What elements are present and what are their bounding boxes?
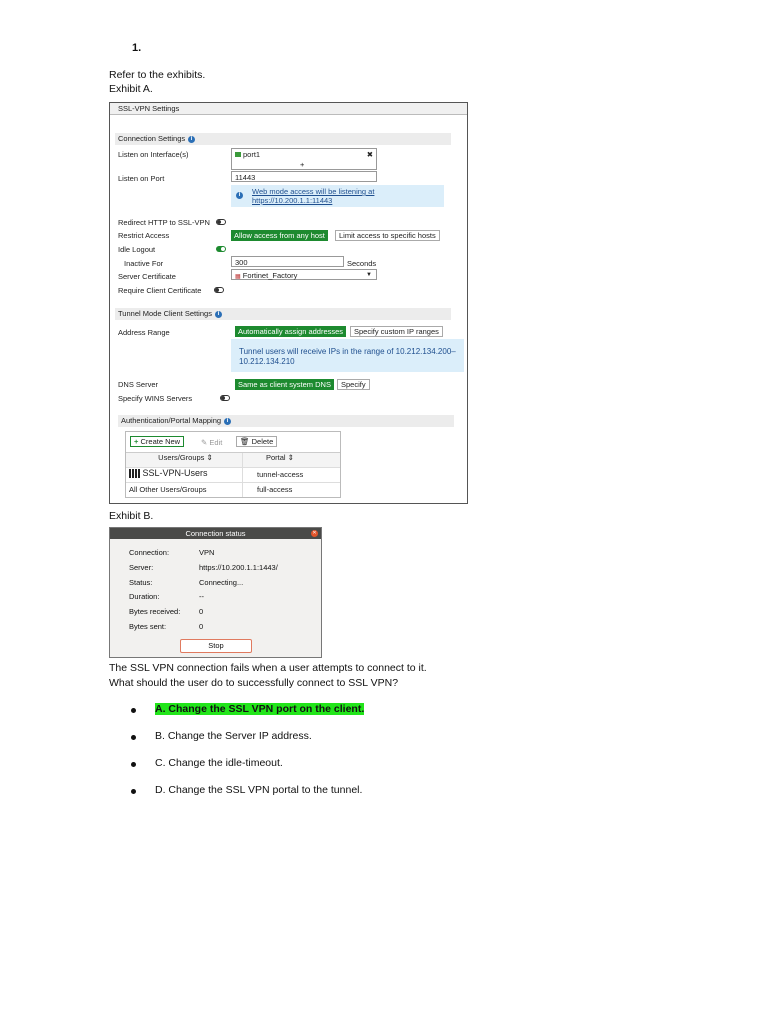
plus-icon: +	[134, 437, 139, 446]
duration-value: --	[199, 592, 204, 601]
inactive-input[interactable]: 300	[231, 256, 344, 267]
bullet-icon	[131, 708, 136, 713]
trash-icon: 🗑	[240, 437, 250, 446]
info-icon: i	[224, 418, 231, 425]
option-d-text: D. Change the SSL VPN portal to the tunnel.	[155, 784, 363, 796]
wins-toggle[interactable]	[220, 395, 230, 401]
status-value: Connecting...	[199, 578, 244, 587]
create-new-label: Create New	[140, 437, 181, 446]
allow-any-host-button[interactable]: Allow access from any host	[231, 230, 328, 241]
chevron-down-icon: ▼	[366, 272, 372, 278]
web-mode-line1[interactable]: Web mode access will be listening at	[252, 187, 375, 196]
exhibit-b-connection-status	[109, 527, 322, 658]
redirect-label: Redirect HTTP to SSL-VPN	[118, 218, 210, 227]
exhibit-a-label: Exhibit A.	[109, 83, 153, 95]
delete-button[interactable]	[236, 436, 277, 447]
tunnel-info-line1: Tunnel users will receive IPs in the range of 10.212.134.200–	[239, 347, 456, 356]
require-client-cert-label: Require Client Certificate	[118, 286, 202, 295]
table-toolbar	[126, 432, 340, 453]
connection-settings-header	[115, 133, 451, 145]
table-header-row	[126, 453, 340, 468]
ssl-vpn-settings-title: SSL-VPN Settings	[110, 103, 467, 115]
connection-status-title: Connection status	[185, 529, 246, 538]
intro-text: Refer to the exhibits.	[109, 69, 206, 81]
portal-cell: tunnel-access	[257, 470, 304, 479]
remove-interface-icon[interactable]: ✖	[366, 150, 373, 159]
connection-settings-label: Connection Settings	[118, 134, 186, 143]
bytes-sent-key: Bytes sent:	[129, 622, 167, 631]
users-groups-header[interactable]: Users/Groups ⇕	[126, 453, 243, 467]
inactive-for-label: Inactive For	[124, 259, 164, 268]
idle-logout-toggle[interactable]	[216, 246, 226, 252]
edit-button[interactable]	[201, 438, 222, 447]
port-input[interactable]: 11443	[231, 171, 377, 182]
user-cell	[126, 468, 243, 482]
listen-interface-label: Listen on Interface(s)	[118, 150, 189, 159]
option-b-text: B. Change the Server IP address.	[155, 730, 312, 742]
dns-specify-button[interactable]: Specify	[337, 379, 370, 390]
connection-status-titlebar	[110, 528, 321, 539]
group-icon	[129, 469, 140, 478]
info-icon: i	[236, 192, 243, 199]
server-value: https://10.200.1.1:1443/	[199, 563, 278, 572]
bytes-received-key: Bytes received:	[129, 607, 181, 616]
server-certificate-value: Fortinet_Factory	[242, 271, 298, 280]
server-key: Server:	[129, 563, 154, 572]
connection-key: Connection:	[129, 548, 170, 557]
prompt-line2: What should the user do to successfully connect to SSL VPN?	[109, 677, 399, 689]
option-c-text: C. Change the idle-timeout.	[155, 757, 283, 769]
server-certificate-label: Server Certificate	[118, 272, 176, 281]
create-new-button[interactable]	[130, 436, 184, 447]
web-mode-url[interactable]: https://10.200.1.1:11443	[252, 196, 333, 205]
exhibit-a-ssl-vpn-settings	[109, 102, 468, 504]
portal-cell: full-access	[257, 485, 293, 494]
server-certificate-select[interactable]	[231, 269, 377, 280]
table-row[interactable]	[126, 483, 340, 497]
custom-ranges-button[interactable]: Specify custom IP ranges	[350, 326, 443, 337]
wins-label: Specify WINS Servers	[118, 394, 193, 403]
restrict-access-label: Restrict Access	[118, 231, 170, 240]
idle-logout-label: Idle Logout	[118, 245, 156, 254]
user-name: SSL-VPN-Users	[142, 468, 208, 478]
port-icon	[235, 152, 241, 157]
redirect-toggle[interactable]	[216, 219, 226, 225]
auth-mapping-label: Authentication/Portal Mapping	[121, 416, 222, 425]
user-cell: All Other Users/Groups	[126, 483, 243, 497]
bytes-sent-value: 0	[199, 622, 204, 631]
tunnel-settings-header	[115, 308, 451, 320]
exhibit-b-label: Exhibit B.	[109, 510, 154, 522]
question-number: 1.	[132, 42, 142, 54]
tunnel-info-box	[231, 339, 464, 372]
auth-mapping-table	[125, 431, 341, 498]
address-range-label: Address Range	[118, 328, 170, 337]
listen-port-label: Listen on Port	[118, 174, 165, 183]
add-interface-icon[interactable]: +	[300, 160, 305, 169]
prompt-line1: The SSL VPN connection fails when a user attempts to connect to it.	[109, 662, 427, 674]
duration-key: Duration:	[129, 592, 160, 601]
limit-hosts-button[interactable]: Limit access to specific hosts	[335, 230, 440, 241]
bullet-icon	[131, 735, 136, 740]
option-a-text: A. Change the SSL VPN port on the client.	[155, 703, 365, 715]
info-icon: i	[215, 311, 222, 318]
portal-header[interactable]: Portal ⇕	[266, 453, 294, 462]
bullet-icon	[131, 789, 136, 794]
interface-value: port1	[243, 150, 261, 159]
tunnel-info-line2: 10.212.134.210	[239, 357, 295, 366]
dns-server-label: DNS Server	[118, 380, 159, 389]
tunnel-settings-label: Tunnel Mode Client Settings	[118, 309, 212, 318]
info-icon: i	[188, 136, 195, 143]
dns-same-button[interactable]: Same as client system DNS	[235, 379, 334, 390]
table-row[interactable]	[126, 468, 340, 483]
delete-label: Delete	[251, 437, 274, 446]
pencil-icon: ✎	[201, 438, 208, 447]
interface-select[interactable]	[231, 148, 377, 170]
status-key: Status:	[129, 578, 153, 587]
auth-mapping-header	[118, 415, 454, 427]
certificate-icon: ▦	[235, 274, 241, 280]
close-icon[interactable]: ✕	[312, 530, 317, 536]
require-client-cert-toggle[interactable]	[214, 287, 224, 293]
connection-value: VPN	[199, 548, 215, 557]
edit-label: Edit	[209, 438, 223, 447]
bytes-received-value: 0	[199, 607, 204, 616]
web-mode-info-box	[231, 185, 444, 207]
bullet-icon	[131, 762, 136, 767]
auto-assign-button[interactable]: Automatically assign addresses	[235, 326, 346, 337]
stop-button[interactable]: Stop	[180, 639, 252, 653]
seconds-label: Seconds	[347, 259, 377, 268]
